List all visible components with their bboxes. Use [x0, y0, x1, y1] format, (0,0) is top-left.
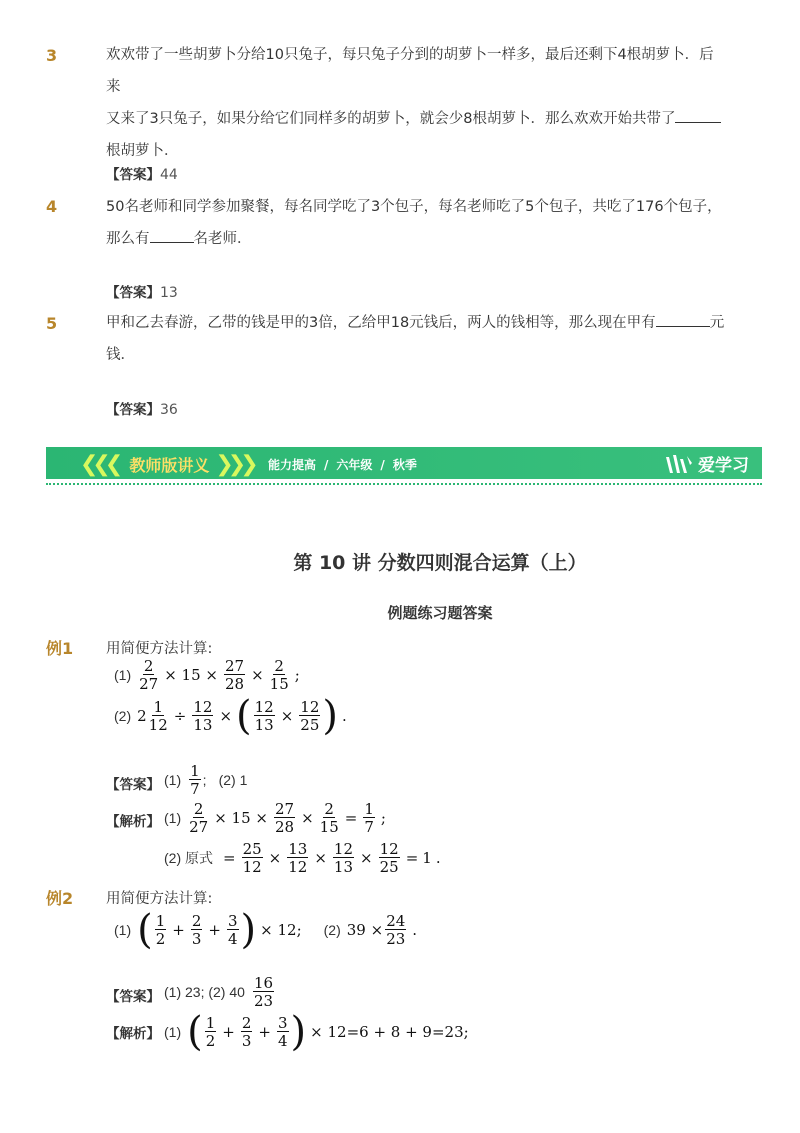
banner-title: 教师版讲义: [129, 456, 210, 475]
question-line-text: 甲和乙去春游，乙带的钱是甲的3倍，乙给甲18元钱后，两人的钱相等，那么现在甲有: [106, 315, 656, 331]
answer-label: 【答案】: [106, 989, 160, 1005]
fraction: $\frac{1}{7}$: [364, 800, 374, 836]
fraction: $\frac{24}{23}$: [386, 912, 406, 948]
problem-index: (2): [323, 922, 341, 938]
question-line: [106, 307, 726, 339]
breadcrumb-item: 秋季: [392, 458, 417, 472]
example-prompt: 用简便方法计算:: [106, 891, 213, 907]
question-line: [106, 103, 726, 135]
answer-row: [106, 163, 178, 183]
banner-divider: [46, 483, 762, 485]
question-line: 欢欢带了一些胡萝卜分给10只兔子，每只兔子分到的胡萝卜一样多，最后还剩下4根胡萝卜．后来: [106, 47, 714, 95]
fraction: $\frac{12}{13}$: [254, 698, 274, 734]
analysis-line-2: (2) 原式 = $\frac{25}{12}$ × $\frac{13}{12}$ × $\frac{12}{13}$ × $\frac{12}{25}$ = 1 .: [164, 840, 441, 876]
answer-label: 【答案】: [106, 402, 160, 418]
answer-row: [106, 398, 178, 418]
answer-blank: [150, 228, 194, 243]
fraction: $\frac{2}{15}$: [269, 657, 289, 693]
fraction: $\frac{2}{27}$: [139, 657, 159, 693]
analysis-line: (1) ( $\frac{1}{2}$ + $\frac{2}{3}$ + $\frac{3}{4}$ ) × 12=6 + 8 + 9=23;: [164, 1009, 469, 1055]
breadcrumb-item: 能力提高: [268, 458, 317, 472]
answer-blank: [656, 312, 710, 327]
fraction: $\frac{2}{3}$: [241, 1014, 252, 1050]
fraction: $\frac{1}{2}$: [155, 912, 166, 948]
breadcrumb-separator: /: [324, 457, 329, 472]
chevron-right-icon: ❯❯❯: [215, 452, 253, 477]
answer-row: [106, 281, 178, 301]
question-number: 5: [46, 314, 58, 333]
fraction: $\frac{27}{28}$: [274, 800, 295, 836]
analysis-result: 1: [422, 849, 432, 867]
fraction: $\frac{12}{25}$: [379, 840, 399, 876]
answer-value: 13: [160, 285, 178, 301]
analysis-label: 【解析】: [106, 1026, 160, 1042]
breadcrumb-separator: /: [380, 457, 385, 472]
example-problem: (1) ( $\frac{1}{2}$ + $\frac{2}{3}$ + $\frac{3}{4}$ ) × 12; (2) 39 × $\frac{24}{23}$ .: [114, 907, 418, 953]
analysis-line-1: (1) $\frac{2}{27}$ × 15 × $\frac{27}{28}$ × $\frac{2}{15}$ = $\frac{1}{7}$ ;: [164, 800, 386, 836]
question-line: [106, 223, 726, 255]
question-text: [106, 307, 726, 371]
answer-blank: [675, 108, 721, 123]
problem-index: (1): [114, 922, 132, 938]
answer-label: 【答案】: [106, 167, 160, 183]
chevron-left-icon: ❮❮❮: [80, 452, 118, 477]
analysis-label: 【解析】: [106, 814, 160, 830]
brand-logo-icon: [664, 453, 694, 475]
answer-text: (1) 23; (2) 40: [164, 984, 245, 1000]
lecture-title: 第 10 讲 分数四则混合运算（上）: [293, 552, 587, 574]
question-line-text: 名老师．: [193, 231, 252, 247]
question-number: 3: [46, 46, 58, 65]
example-problem-2: (2) 2 $\frac{1}{12}$ ÷ $\frac{12}{13}$ × ( $\frac{12}{13}$ × $\frac{12}{25}$ ) .: [114, 693, 347, 739]
banner-left: [80, 452, 253, 477]
fraction: $\frac{13}{12}$: [288, 840, 308, 876]
example-label: 例2: [46, 889, 74, 908]
question-number: 4: [46, 197, 58, 216]
brand-logo: [664, 451, 749, 476]
analysis-tail: × 12=6 + 8 + 9=23;: [310, 1023, 469, 1041]
fraction: $\frac{3}{4}$: [227, 912, 238, 948]
fraction: $\frac{2}{15}$: [319, 800, 339, 836]
page-header-banner: [46, 447, 762, 479]
answer-value: 44: [160, 167, 178, 183]
breadcrumb-item: 六年级: [336, 458, 373, 472]
fraction: $\frac{1}{2}$: [205, 1014, 216, 1050]
fraction: $\frac{2}{27}$: [189, 800, 209, 836]
fraction: $\frac{12}{25}$: [300, 698, 320, 734]
fraction: $\frac{3}{4}$: [277, 1014, 288, 1050]
fraction: $\frac{12}{13}$: [333, 840, 354, 876]
example-problem-1: (1) $\frac{2}{27}$ × 15 × $\frac{27}{28}$ × $\frac{2}{15}$ ;: [114, 657, 300, 693]
section-subtitle: 例题练习题答案: [387, 604, 493, 622]
question-line: 50名老师和同学参加聚餐，每名同学吃了3个包子，每名老师吃了5个包子，共吃了176个包子，: [106, 199, 722, 215]
problem-index: (2): [114, 708, 132, 724]
example-label: 例1: [46, 639, 74, 658]
answer-label: 【答案】: [106, 777, 160, 793]
question-line-text: 又来了3只兔子，如果分给它们同样多的胡萝卜，就会少8根胡萝卜．那么欢欢开始共带了: [106, 111, 676, 127]
problem-index: (1): [114, 667, 132, 683]
question-text: [106, 39, 726, 167]
answer-row: [164, 763, 253, 797]
analysis-index: (1): [164, 810, 182, 826]
answer-separator: ;: [202, 772, 207, 788]
answer-row: [164, 975, 276, 1009]
fraction: $\frac{12}{13}$: [193, 698, 213, 734]
fraction: $\frac{27}{28}$: [224, 657, 245, 693]
fraction: $\frac{16}{23}$: [253, 974, 274, 1010]
question-line: 根胡萝卜．: [106, 143, 179, 159]
example-prompt: 用简便方法计算:: [106, 641, 213, 657]
question-line: 钱．: [106, 347, 135, 363]
answer-index: (1): [164, 772, 182, 788]
question-text: [106, 191, 726, 255]
fraction: $\frac{25}{12}$: [242, 840, 262, 876]
answer-index: (2) 1: [218, 772, 248, 788]
breadcrumb: [268, 456, 417, 473]
brand-name: 爱学习: [698, 456, 749, 476]
question-line-text: 元: [709, 315, 725, 331]
analysis-index: (1): [164, 1024, 182, 1040]
fraction: $\frac{1}{12}$: [148, 698, 168, 734]
answer-label: 【答案】: [106, 285, 160, 301]
question-line-text: 那么有: [106, 231, 150, 247]
answer-value: 36: [160, 402, 178, 418]
analysis-index: (2) 原式: [164, 850, 213, 866]
fraction: $\frac{2}{3}$: [191, 912, 202, 948]
fraction: $\frac{1}{7}$: [190, 762, 200, 798]
